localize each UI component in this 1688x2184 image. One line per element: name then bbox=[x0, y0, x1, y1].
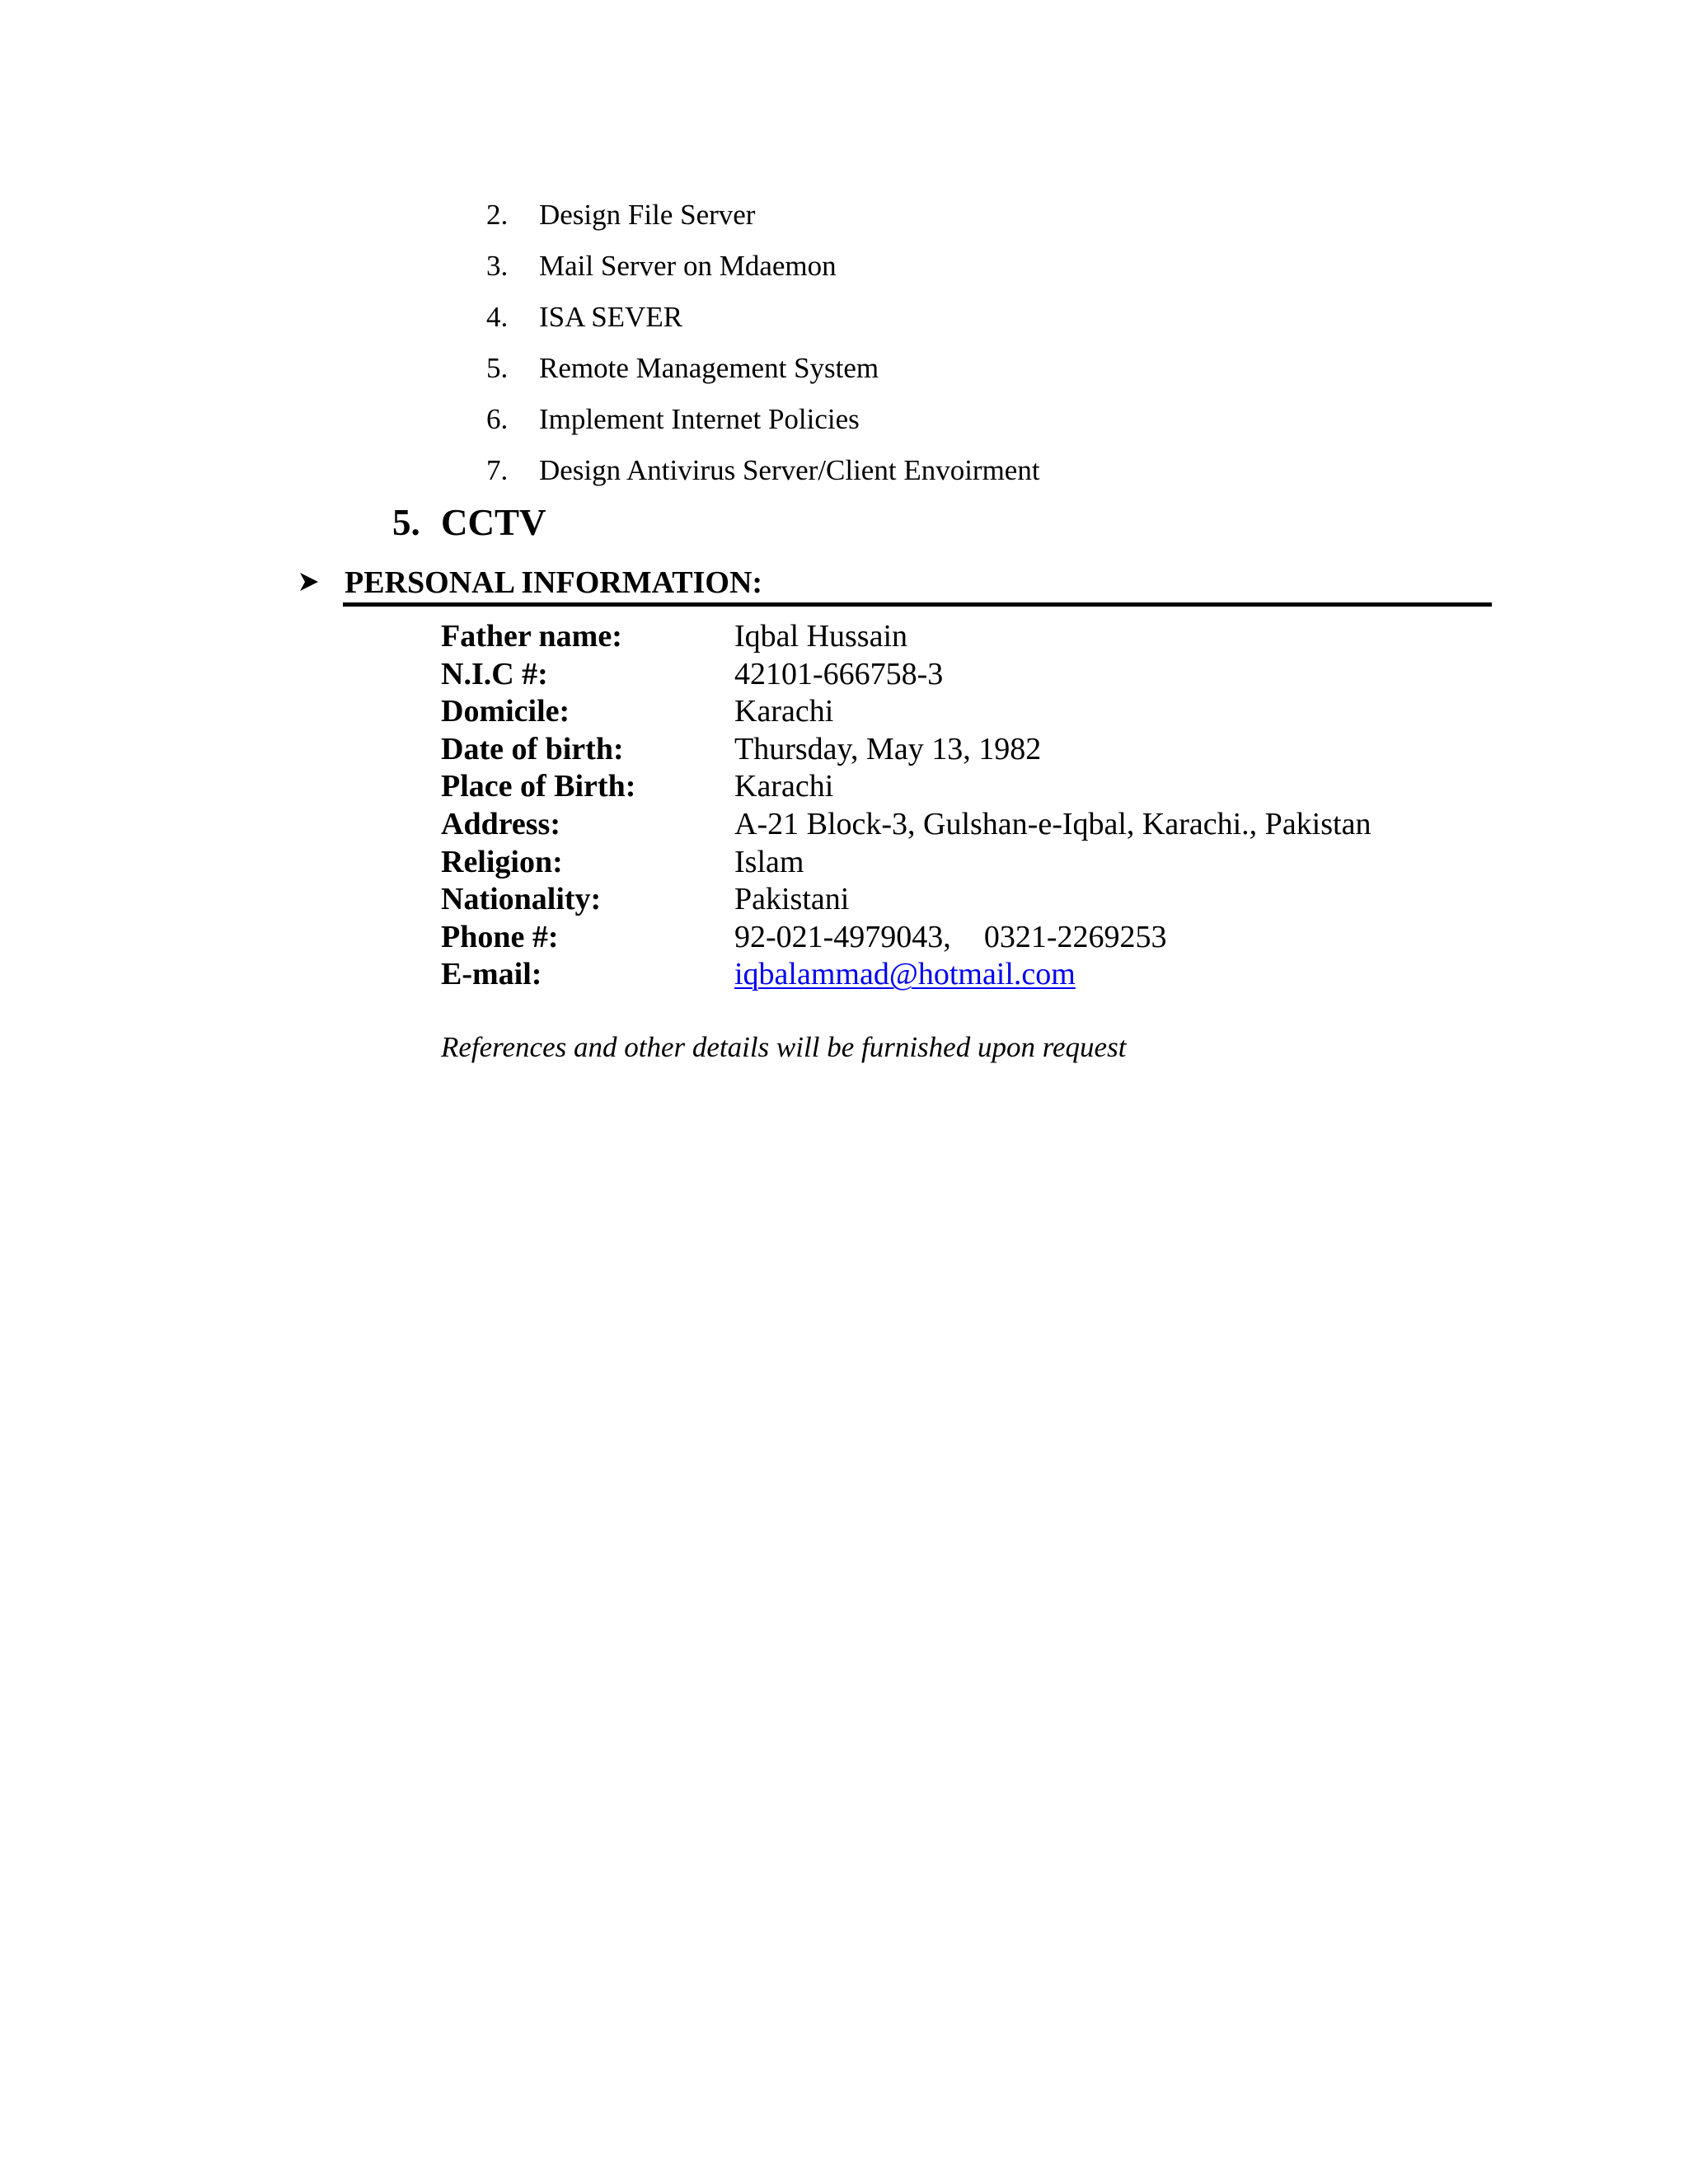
email-link[interactable]: iqbalammad@hotmail.com bbox=[734, 957, 1076, 992]
references-note: References and other details will be furnished upon request bbox=[441, 1031, 1127, 1063]
list-item bbox=[486, 348, 1040, 399]
list-item-text: ISA SEVER bbox=[539, 301, 683, 333]
list-item-number: 5. bbox=[486, 352, 509, 384]
list-item-text: Remote Management System bbox=[539, 352, 879, 384]
info-value: A-21 Block-3, Gulshan-e-Iqbal, Karachi., Pakistan bbox=[734, 806, 1372, 841]
info-row-domicile bbox=[441, 693, 1371, 731]
info-label: Father name: bbox=[441, 619, 622, 654]
section-divider bbox=[343, 602, 1492, 607]
list-item bbox=[486, 399, 1040, 450]
list-item-number: 4. bbox=[486, 301, 509, 333]
list-item bbox=[486, 194, 1040, 246]
list-item-number: 3. bbox=[486, 250, 509, 282]
info-label: Date of birth: bbox=[441, 731, 624, 766]
info-row-phone bbox=[441, 919, 1371, 957]
list-item-number: 2. bbox=[486, 199, 509, 231]
info-value: Islam bbox=[734, 844, 804, 879]
info-row-nationality bbox=[441, 881, 1371, 919]
info-label: Phone #: bbox=[441, 919, 559, 954]
info-value: Thursday, May 13, 1982 bbox=[734, 731, 1042, 766]
info-label: Place of Birth: bbox=[441, 769, 636, 804]
info-value: 42101-666758-3 bbox=[734, 656, 944, 691]
info-row-email bbox=[441, 956, 1371, 994]
info-label: Address: bbox=[441, 806, 560, 841]
list-item bbox=[486, 297, 1040, 348]
info-row-place-of-birth bbox=[441, 768, 1371, 806]
list-item-number: 7. bbox=[486, 454, 509, 486]
phone-number-landline: 92-021-4979043, bbox=[734, 919, 951, 954]
arrowhead-bullet-icon bbox=[297, 570, 320, 593]
list-item bbox=[486, 246, 1040, 297]
list-item bbox=[486, 450, 1040, 501]
info-value: Karachi bbox=[734, 694, 834, 729]
info-row-religion bbox=[441, 844, 1371, 882]
info-row-address bbox=[441, 806, 1371, 844]
section-heading bbox=[297, 562, 1492, 608]
info-label: Domicile: bbox=[441, 694, 570, 729]
list-item-text: Design Antivirus Server/Client Envoirment bbox=[539, 454, 1040, 486]
info-value: Pakistani bbox=[734, 882, 850, 917]
info-label: Nationality: bbox=[441, 882, 602, 917]
section-title: PERSONAL INFORMATION: bbox=[345, 565, 763, 600]
main-list-item-text: CCTV bbox=[441, 502, 546, 543]
list-item-text: Mail Server on Mdaemon bbox=[539, 250, 837, 282]
info-row-nic bbox=[441, 656, 1371, 694]
list-item-text: Design File Server bbox=[539, 199, 756, 231]
list-item-text: Implement Internet Policies bbox=[539, 403, 860, 435]
info-row-date-of-birth bbox=[441, 731, 1371, 769]
info-value: Karachi bbox=[734, 769, 834, 804]
main-list-item bbox=[392, 498, 546, 547]
info-value: Iqbal Hussain bbox=[734, 619, 908, 654]
phone-number-mobile: 0321-2269253 bbox=[983, 919, 1167, 954]
sub-list bbox=[486, 194, 1040, 501]
info-label: Religion: bbox=[441, 844, 563, 879]
info-label: N.I.C #: bbox=[441, 656, 548, 691]
list-item-number: 6. bbox=[486, 403, 509, 435]
personal-info-table bbox=[441, 618, 1371, 994]
info-row-father-name bbox=[441, 618, 1371, 656]
info-label: E-mail: bbox=[441, 957, 542, 992]
main-list-item-number: 5. bbox=[392, 502, 420, 543]
info-value bbox=[734, 919, 1166, 956]
